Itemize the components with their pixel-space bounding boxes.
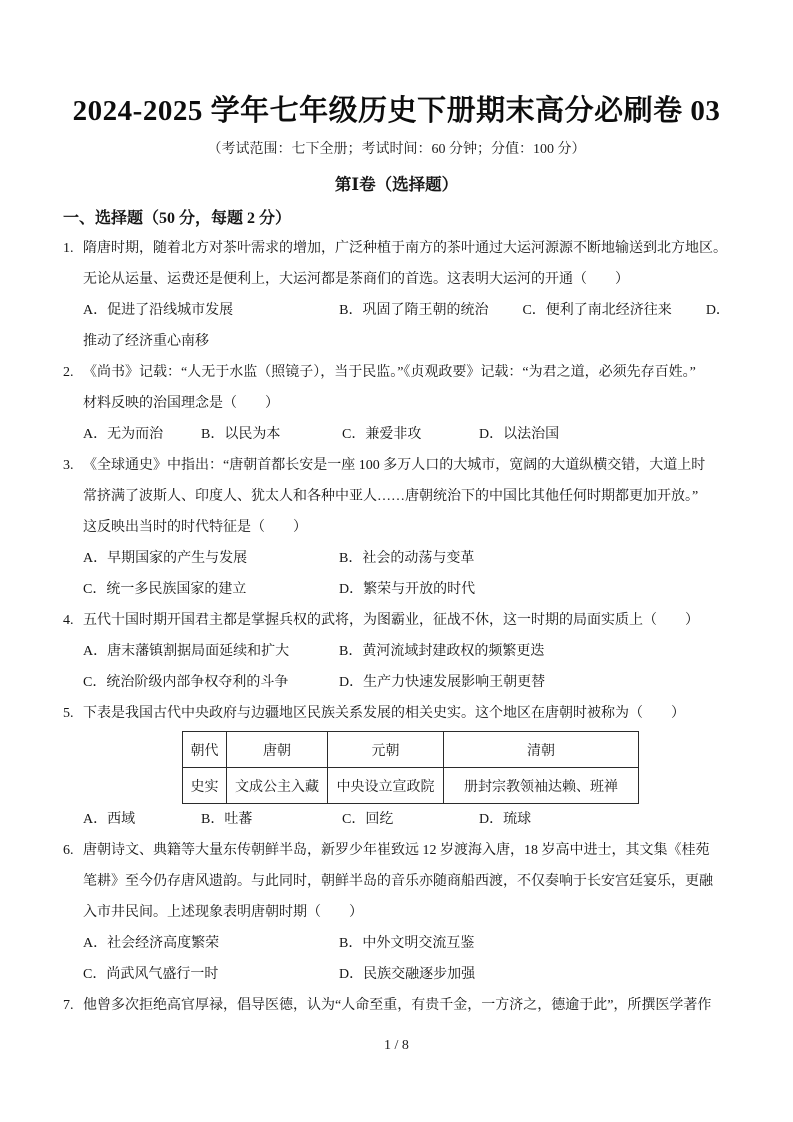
question-text: 隋唐时期，随着北方对茶叶需求的增加，广泛种植于南方的茶叶通过大运河源源不断地输送到北方地区。	[83, 241, 727, 256]
question-text: 《全球通史》中指出：“唐朝首都长安是一座 100 多万人口的大城市，宽阔的大道纵横交错，大道上时	[83, 458, 706, 473]
question-3	[63, 450, 743, 605]
options-row	[63, 636, 743, 667]
question-text: 下表是我国古代中央政府与边疆地区民族关系发展的相关史实。这个地区在唐朝时被称为（ ）	[83, 706, 685, 721]
option-d: D．民族交融逐步加强	[339, 967, 476, 982]
question-list	[63, 233, 743, 1021]
question-line: 无论从运量、运费还是便利上，大运河都是茶商们的首选。这表明大运河的开通（ ）	[83, 272, 629, 287]
part-heading: 一、选择题（50 分，每题 2 分）	[63, 210, 292, 227]
options-row	[63, 804, 743, 835]
option-c: C．便利了南北经济往来	[522, 303, 672, 318]
question-5	[63, 698, 743, 835]
table-cell: 中央设立宣政院	[328, 768, 444, 804]
question-number: 6.	[63, 843, 74, 858]
option-b: B．吐蕃	[201, 812, 253, 827]
question-7	[63, 990, 743, 1021]
exam-subtitle: （考试范围：七下全册；考试时间：60 分钟；分值：100 分）	[207, 142, 586, 157]
question-line	[63, 357, 743, 388]
option-d: D．琉球	[479, 812, 532, 827]
question-number: 3.	[63, 458, 74, 473]
options-row	[63, 959, 743, 990]
option-a: A．促进了沿线城市发展	[83, 303, 234, 318]
question-4	[63, 605, 743, 698]
table-cell: 清朝	[444, 732, 639, 768]
options-row	[63, 667, 743, 698]
option-d: D．以法治国	[479, 427, 560, 442]
option-d: D．生产力快速发展影响王朝更替	[339, 675, 546, 690]
dynasty-relations-table	[182, 731, 639, 804]
table-cell: 史实	[183, 768, 227, 804]
option-a: A．社会经济高度繁荣	[83, 936, 220, 951]
table-cell: 朝代	[183, 732, 227, 768]
table-cell: 文成公主入藏	[227, 768, 328, 804]
option-b: B．巩固了隋王朝的统治	[339, 303, 489, 318]
question-line: 材料反映的治国理念是（ ）	[83, 396, 279, 411]
question-line	[63, 990, 743, 1021]
question-line	[63, 835, 743, 866]
option-c: C．尚武风气盛行一时	[83, 967, 219, 982]
question-number: 7.	[63, 998, 74, 1013]
table-cell: 元朝	[328, 732, 444, 768]
question-text: 唐朝诗文、典籍等大量东传朝鲜半岛，新罗少年崔致远 12 岁渡海入唐，18 岁高中进士，其文集《桂苑	[83, 843, 710, 858]
option-b: B．中外文明交流互鉴	[339, 936, 475, 951]
question-number: 2.	[63, 365, 74, 380]
option-c: C．回纥	[342, 812, 394, 827]
options-row	[63, 574, 743, 605]
option-b: B．社会的动荡与变革	[339, 551, 475, 566]
option-c: C．统一多民族国家的建立	[83, 582, 247, 597]
question-line	[63, 605, 743, 636]
table-cell: 册封宗教领袖达赖、班禅	[444, 768, 639, 804]
options-row	[63, 419, 743, 450]
section-heading: 第Ⅰ卷（选择题）	[334, 175, 459, 194]
question-line	[63, 450, 743, 481]
option-d: D．推动了经济重心南移	[83, 303, 730, 349]
option-c: C．兼爱非攻	[342, 427, 422, 442]
table-row	[183, 732, 639, 768]
table-cell: 唐朝	[227, 732, 328, 768]
option-a: A．西域	[83, 812, 136, 827]
question-line: 入市井民间。上述现象表明唐朝时期（ ）	[83, 905, 363, 920]
question-line	[63, 233, 743, 264]
options-row	[63, 543, 743, 574]
option-c: C．统治阶级内部争权夺利的斗争	[83, 675, 289, 690]
table-row	[183, 768, 639, 804]
question-6	[63, 835, 743, 990]
question-number: 5.	[63, 706, 74, 721]
question-1	[63, 233, 743, 357]
question-line: 这反映出当时的时代特征是（ ）	[83, 520, 307, 535]
option-b: B．以民为本	[201, 427, 281, 442]
option-b: B．黄河流域封建政权的频繁更迭	[339, 644, 545, 659]
question-text: 五代十国时期开国君主都是掌握兵权的武将，为图霸业，征战不休，这一时期的局面实质上（ ）	[83, 613, 699, 628]
option-d: D．繁荣与开放的时代	[339, 582, 476, 597]
option-a: A．早期国家的产生与发展	[83, 551, 248, 566]
question-2	[63, 357, 743, 450]
page-number: 1 / 8	[384, 1038, 409, 1053]
option-a: A．无为而治	[83, 427, 164, 442]
question-number: 4.	[63, 613, 74, 628]
option-a: A．唐末藩镇割据局面延续和扩大	[83, 644, 290, 659]
question-line	[63, 698, 743, 729]
question-number: 1.	[63, 241, 74, 256]
question-line: 笔耕》至今仍存唐风遗韵。与此同时，朝鲜半岛的音乐亦随商船西渡，不仅奏响于长安宫廷宴乐，更融	[83, 874, 713, 889]
options-row	[63, 928, 743, 959]
options-row	[63, 295, 743, 357]
page-title: 2024-2025 学年七年级历史下册期末高分必刷卷 03	[72, 95, 721, 127]
question-text: 他曾多次拒绝高官厚禄，倡导医德，认为“人命至重，有贵千金，一方济之，德逾于此”，所撰医学著作	[83, 998, 712, 1013]
question-line: 常挤满了波斯人、印度人、犹太人和各种中亚人……唐朝统治下的中国比其他任何时期都更加开放。”	[83, 489, 699, 504]
question-text: 《尚书》记载：“人无于水监（照镜子），当于民监。”《贞观政要》记载：“为君之道，必须先存百姓。”	[83, 365, 696, 380]
